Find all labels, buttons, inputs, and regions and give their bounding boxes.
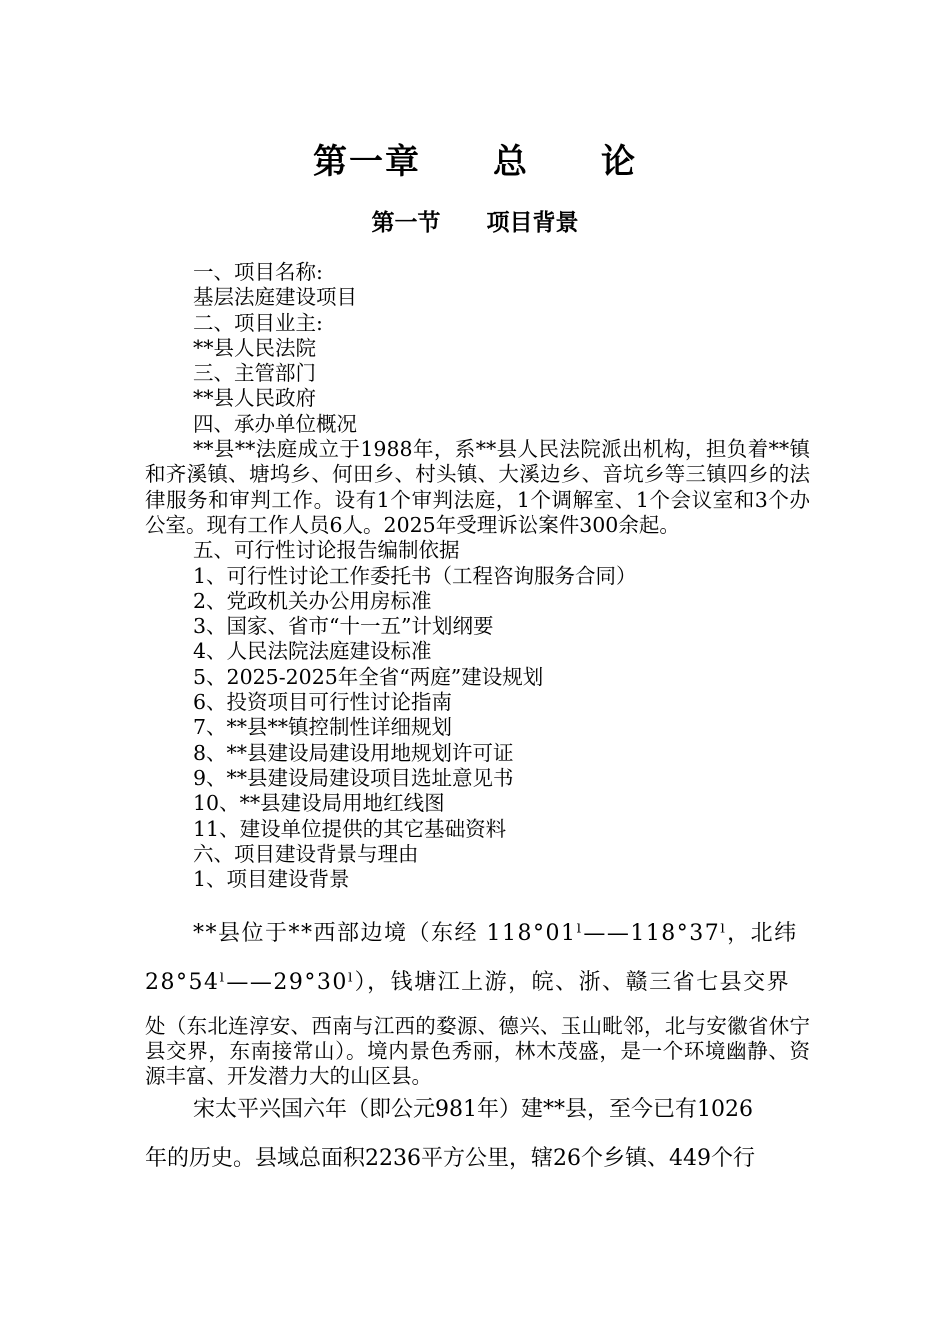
chapter-title: 第一章 总 论 [313, 142, 637, 182]
basis-item-11: 11、建设单位提供的其它基础资料 [193, 816, 507, 841]
history-line-2: 年的历史。县域总面积2236平方公里，辖26个乡镇、449个行 [145, 1146, 755, 1171]
basis-item-4: 4、人民法院法庭建设标准 [193, 639, 432, 664]
basis-item-5: 5、2025-2025年全省“两庭”建设规划 [193, 664, 544, 689]
section-title: 第一节 项目背景 [371, 209, 579, 236]
heading-background-reasons: 六、项目建设背景与理由 [193, 841, 419, 866]
basis-item-2: 2、党政机关办公用房标准 [193, 588, 432, 613]
body-compact-block [145, 260, 810, 892]
geo-line-1: **县位于**西部边境（东经 118°01ˡ——118°37ˡ，北纬 [193, 921, 798, 946]
undertaking-unit-paragraph: **县**法庭成立于1988年，系**县人民法院派出机构，担负着**镇和齐溪镇、塘坞乡、何田乡、村头镇、大溪边乡、音坑乡等三镇四乡的法律服务和审判工作。设有1个审判法庭，1个调解室、1个会议室和3个办公室。现有工作人员6人。2025年受理诉讼案件300余起。 [145, 437, 810, 537]
basis-item-1: 1、可行性讨论工作委托书（工程咨询服务合同） [193, 563, 637, 588]
subheading-background: 1、项目建设背景 [193, 867, 350, 892]
project-owner-value: **县人民法院 [193, 335, 316, 360]
geo-line-2: 28°54ˡ——29°30ˡ），钱塘江上游，皖、浙、赣三省七县交界 [145, 970, 791, 995]
heading-project-owner: 二、项目业主: [193, 310, 323, 335]
heading-project-name: 一、项目名称: [193, 260, 323, 284]
basis-item-7: 7、**县**镇控制性详细规划 [193, 715, 453, 740]
supervising-dept-value: **县人民政府 [193, 386, 316, 411]
geo-paragraph-rest: 处（东北连淳安、西南与江西的婺源、德兴、玉山毗邻，北与安徽省休宁县交界，东南接常山）。境内景色秀丽，林木茂盛，是一个环境幽静、资源丰富、开发潜力大的山区县。 [145, 1014, 810, 1088]
history-line-1: 宋太平兴国六年（即公元981年）建**县，至今已有1026 [193, 1097, 753, 1122]
basis-item-9: 9、**县建设局建设项目选址意见书 [193, 765, 514, 790]
basis-item-10: 10、**县建设局用地红线图 [193, 791, 445, 816]
heading-supervising-dept: 三、主管部门 [193, 361, 316, 386]
basis-item-8: 8、**县建设局建设用地规划许可证 [193, 740, 514, 765]
heading-report-basis: 五、可行性讨论报告编制依据 [193, 538, 460, 563]
basis-item-3: 3、国家、省市“十一五”计划纲要 [193, 614, 494, 639]
project-name-value: 基层法庭建设项目 [193, 285, 357, 310]
basis-item-6: 6、投资项目可行性讨论指南 [193, 690, 453, 715]
heading-undertaking-unit: 四、承办单位概况 [193, 411, 357, 436]
